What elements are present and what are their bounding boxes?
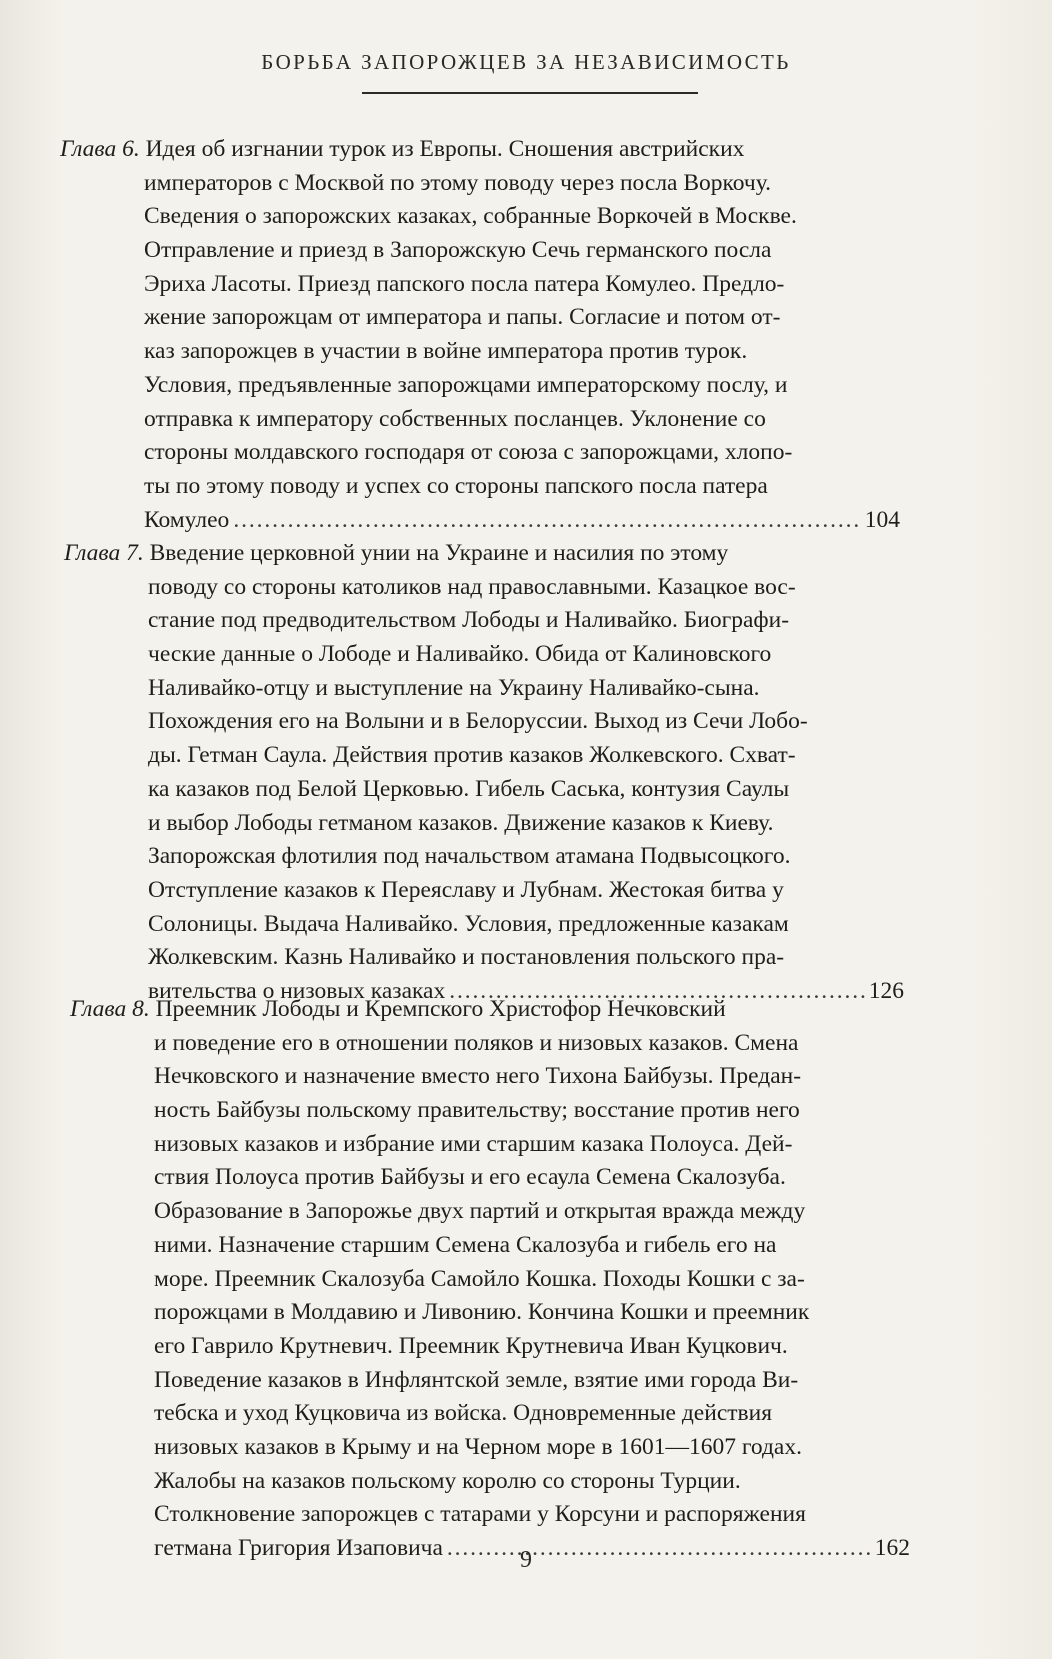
- page-number: 126: [868, 977, 904, 1004]
- toc-line: ка казаков под Белой Церковью. Гибель Саська, контузия Саулы: [148, 775, 790, 802]
- toc-line: Образование в Запорожье двух партий и открытая вражда между: [154, 1198, 806, 1225]
- toc-line: Отправление и приезд в Запорожскую Сечь германского посла: [144, 237, 772, 264]
- toc-entry-chapter-7: [64, 537, 904, 1009]
- toc-line: [70, 993, 910, 1027]
- toc-line: стороны молдавского господаря от союза с запорожцами, хлопо-: [144, 439, 793, 466]
- toc-text: гетмана Григория Изаповича: [154, 1535, 443, 1561]
- page-number: 162: [874, 1535, 910, 1561]
- toc-line: низовых казаков в Крыму и на Черном море в 1601—1607 годах.: [154, 1433, 802, 1460]
- toc-line: ность Байбузы польскому правительству; восстание против него: [154, 1097, 800, 1124]
- toc-line: Похождения его на Волыни и в Белоруссии. Выход из Сечи Лобо-: [148, 708, 808, 735]
- toc-line: ними. Назначение старшим Семена Скалозуба и гибель его на: [154, 1231, 777, 1258]
- toc-line: жение запорожцам от императора и папы. Согласие и потом от-: [144, 304, 781, 331]
- toc-line: отправка к императору собственных посланцев. Уклонение со: [144, 405, 766, 432]
- toc-line: Поведение казаков в Инфлянтской земле, взятие ими города Ви-: [154, 1366, 799, 1393]
- toc-line: Запорожская флотилия под начальством атамана Подвысоцкого.: [148, 843, 791, 870]
- toc-line: Эриха Ласоты. Приезд папского посла патера Комулео. Предло-: [144, 270, 785, 297]
- toc-line: ствия Полоуса против Байбузы и его есаула Семена Скалозуба.: [154, 1164, 786, 1191]
- toc-line: Столкновение запорожцев с татарами у Корсуни и распоряжения: [154, 1501, 806, 1528]
- page-number: 104: [864, 506, 900, 533]
- chapter-label: Глава 6.: [60, 136, 140, 162]
- chapter-label: Глава 7.: [64, 540, 144, 566]
- dot-leader: [233, 504, 860, 538]
- running-head: БОРЬБА ЗАПОРОЖЦЕВ ЗА НЕЗАВИСИМОСТЬ: [261, 50, 791, 74]
- toc-line: и выбор Лободы гетманом казаков. Движение казаков к Киеву.: [148, 809, 774, 836]
- toc-text: Преемник Лободы и Кремпского Христофор Нечковский: [155, 996, 726, 1022]
- toc-line: его Гаврило Крутневич. Преемник Крутневича Иван Куцкович.: [154, 1332, 788, 1359]
- toc-line: стание под предводительством Лободы и Наливайко. Биографи-: [148, 607, 790, 634]
- toc-line: Жалобы на казаков польскому королю со стороны Турции.: [154, 1467, 741, 1494]
- page-folio: 9: [520, 1547, 532, 1573]
- toc-last-line: [60, 504, 900, 538]
- toc-text: Идея об изгнании турок из Европы. Сношения австрийских: [145, 136, 745, 162]
- toc-line: Нечковского и назначение вместо него Тихона Байбузы. Предан-: [154, 1063, 802, 1090]
- toc-line: поводу со стороны католиков над православными. Казацкое вос-: [148, 573, 796, 600]
- toc-line: Отступление казаков к Переяславу и Лубнам. Жестокая битва у: [148, 876, 784, 903]
- toc-line: императоров с Москвой по этому поводу через посла Воркочу.: [144, 169, 771, 196]
- toc-line: Условия, предъявленные запорожцами императорскому послу, и: [144, 371, 788, 398]
- toc-line: ты по этому поводу и успех со стороны папского посла патера: [144, 472, 768, 499]
- toc-line: порожцами в Молдавию и Ливонию. Кончина Кошки и преемник: [154, 1299, 810, 1326]
- toc-line: каз запорожцев в участии в войне императора против турок.: [144, 338, 748, 365]
- toc-line: и поведение его в отношении поляков и низовых казаков. Смена: [154, 1029, 799, 1056]
- toc-text: Комулео: [144, 506, 230, 533]
- toc-line: ды. Гетман Саула. Действия против казаков Жолкевского. Схват-: [148, 742, 796, 769]
- toc-line: Солоницы. Выдача Наливайко. Условия, предложенные казакам: [148, 910, 789, 937]
- chapter-label: Глава 8.: [70, 996, 150, 1022]
- toc-entry-chapter-8: [70, 993, 910, 1566]
- toc-line: ческие данные о Лободе и Наливайко. Обида от Калиновского: [148, 641, 772, 668]
- toc-line: [60, 133, 900, 167]
- toc-line: [64, 537, 904, 571]
- toc-text: вительства о низовых казаках: [148, 977, 446, 1004]
- toc-line: Жолкевским. Казнь Наливайко и постановления польского пра-: [148, 944, 785, 971]
- toc-line: Наливайко-отцу и выступление на Украину Наливайко-сына.: [148, 674, 760, 701]
- toc-line: низовых казаков и избрание ими старшим казака Полоуса. Дей-: [154, 1130, 793, 1157]
- toc-line: тебска и уход Куцковича из войска. Одновременные действия: [154, 1400, 772, 1427]
- toc-line: Сведения о запорожских казаках, собранные Воркочей в Москве.: [144, 203, 797, 230]
- toc-text: Введение церковной унии на Украине и насилия по этому: [149, 540, 729, 566]
- head-rule: [362, 92, 698, 94]
- toc-entry-chapter-6: [60, 133, 900, 537]
- toc-line: море. Преемник Скалозуба Самойло Кошка. Походы Кошки с за-: [154, 1265, 805, 1292]
